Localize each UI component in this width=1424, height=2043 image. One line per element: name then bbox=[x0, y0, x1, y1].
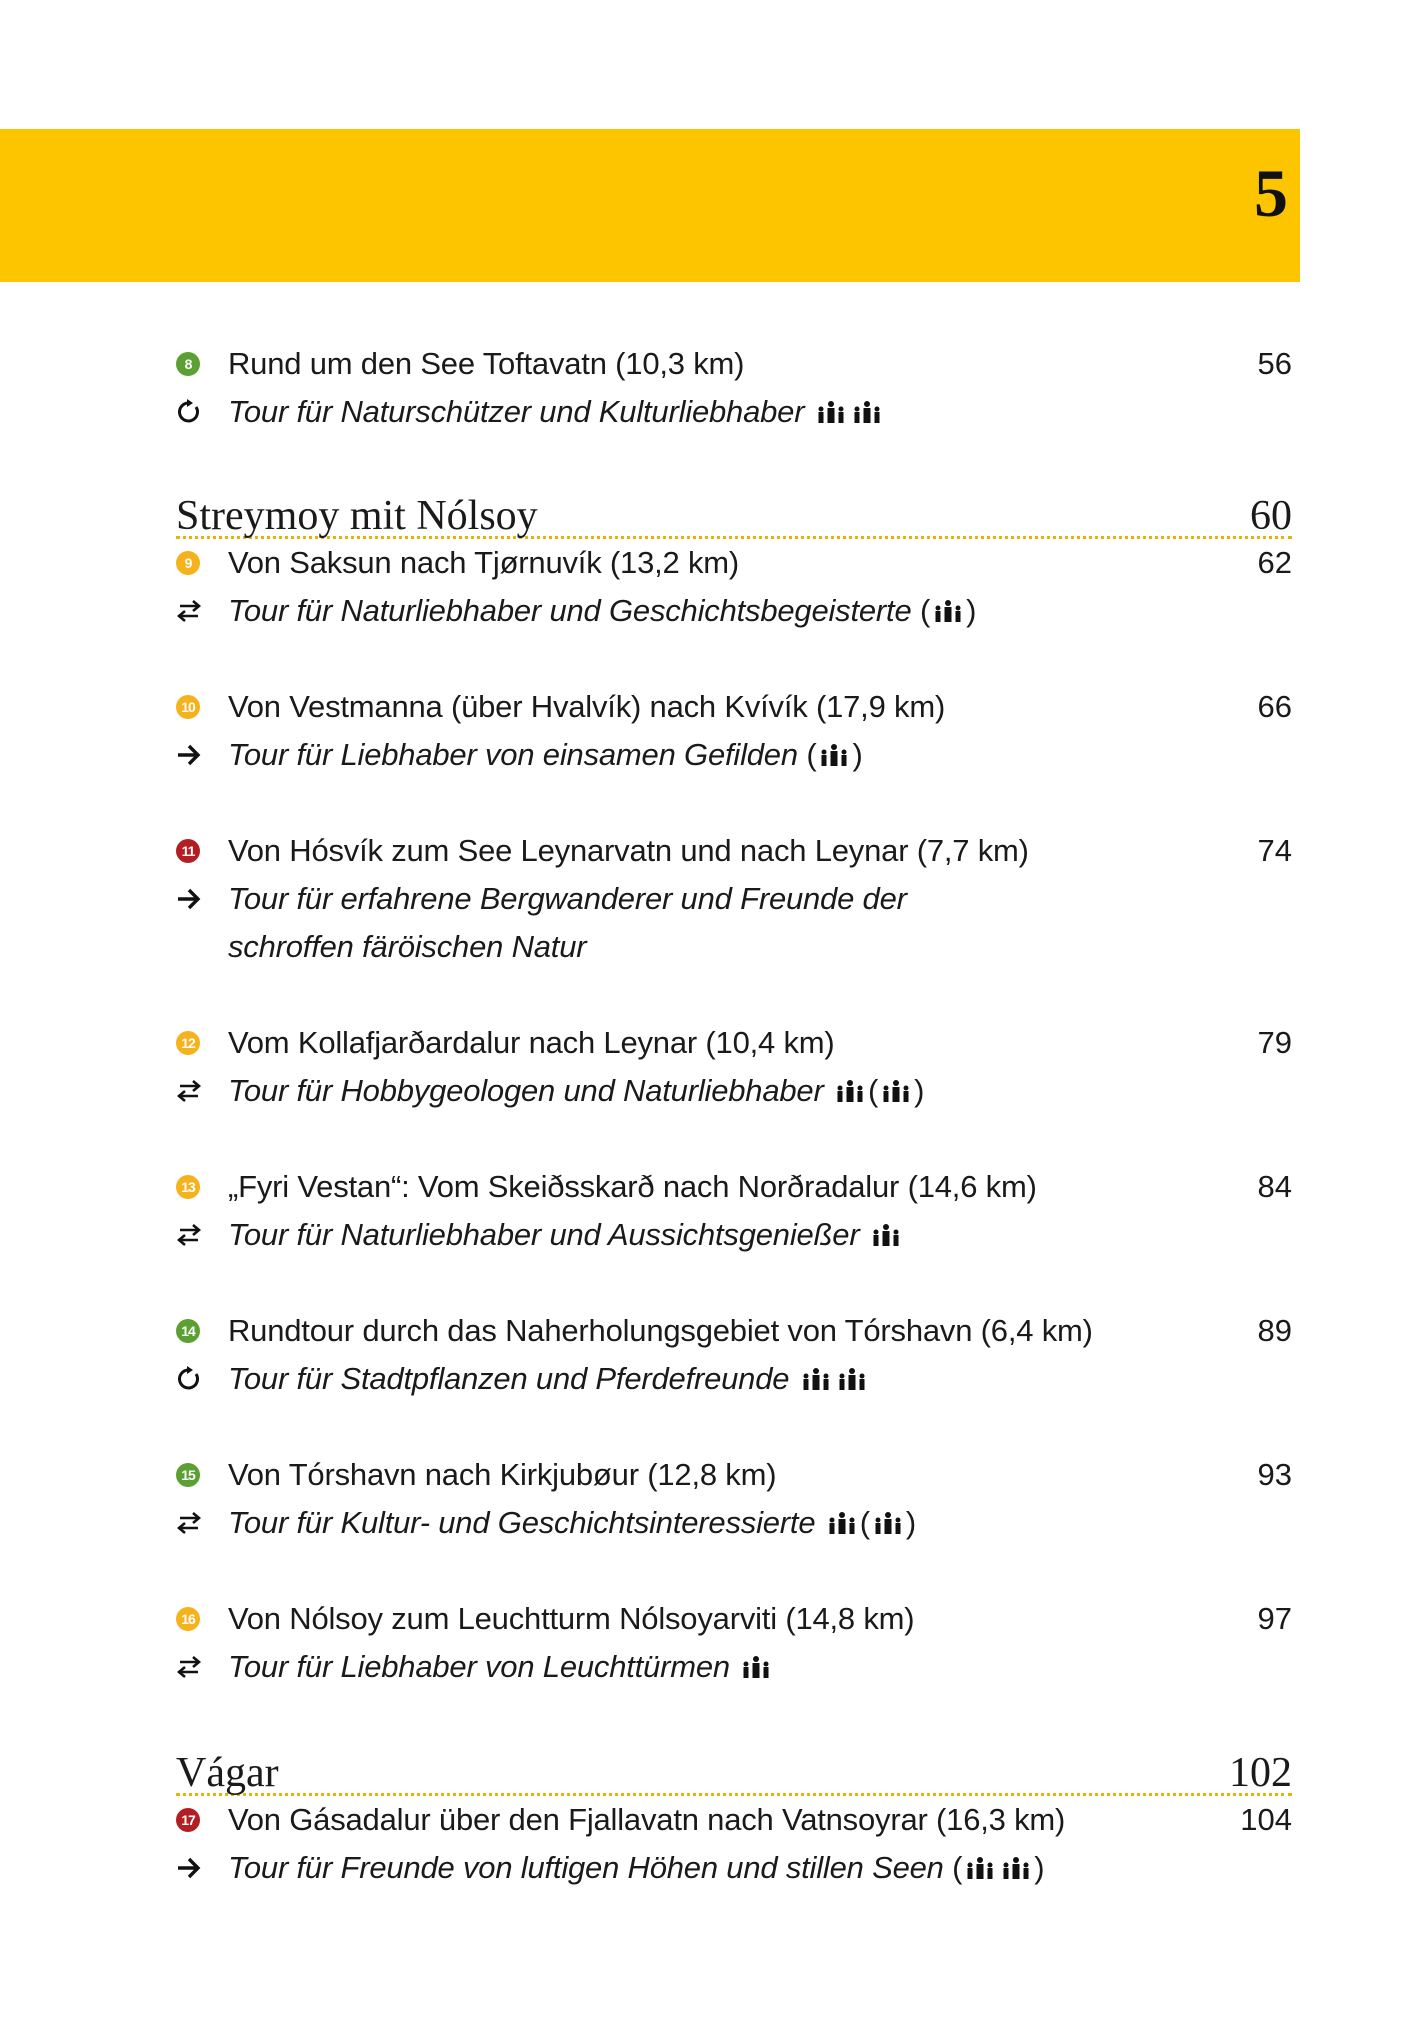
tour-description bbox=[228, 394, 885, 430]
page-reference: 97 bbox=[1257, 1601, 1292, 1636]
toc-entry[interactable] bbox=[176, 1451, 1292, 1547]
paren-close: ) bbox=[905, 1505, 917, 1540]
family-icon bbox=[837, 1367, 867, 1391]
entry-title-line bbox=[176, 1019, 1292, 1067]
toc-entry[interactable] bbox=[176, 1307, 1292, 1403]
toc-entry[interactable] bbox=[176, 340, 1292, 436]
page-reference: 74 bbox=[1257, 833, 1292, 868]
tour-description bbox=[228, 593, 976, 629]
tour-title[interactable]: Rund um den See Toftavatn (10,3 km) bbox=[228, 346, 745, 381]
section-heading[interactable] bbox=[176, 1737, 1292, 1796]
page-reference: 79 bbox=[1257, 1025, 1292, 1060]
family-icon bbox=[1001, 1856, 1031, 1880]
entry-tour-line-cont bbox=[176, 923, 1292, 971]
paren-close: ) bbox=[966, 593, 977, 628]
tour-title[interactable]: „Fyri Vestan“: Vom Skeiðsskarð nach Norðradalur (14,6 km) bbox=[228, 1169, 1037, 1204]
paren-close: ) bbox=[852, 737, 863, 772]
family-icon bbox=[835, 1079, 865, 1103]
tour-description bbox=[228, 1073, 924, 1109]
tour-number-badge: 10 bbox=[176, 695, 200, 719]
tour-description-text: Tour für Liebhaber von Leuchttürmen bbox=[228, 1649, 730, 1684]
page-reference: 93 bbox=[1257, 1457, 1292, 1492]
family-icon bbox=[741, 1655, 771, 1679]
toc-entry[interactable] bbox=[176, 1796, 1292, 1892]
tour-title[interactable]: Von Gásadalur über den Fjallavatn nach Vatnsoyrar (16,3 km) bbox=[228, 1802, 1066, 1837]
section-page-reference: 102 bbox=[1229, 1750, 1292, 1796]
entry-title-line bbox=[176, 340, 1292, 388]
circular-arrow-icon bbox=[176, 399, 202, 425]
page-reference: 84 bbox=[1257, 1169, 1292, 1204]
entry-tour-line bbox=[176, 1499, 1292, 1547]
tour-number-badge: 17 bbox=[176, 1808, 200, 1832]
entry-title-line bbox=[176, 539, 1292, 587]
chapter-header-bar bbox=[0, 129, 1300, 282]
entry-tour-line bbox=[176, 587, 1292, 635]
page-reference: 89 bbox=[1257, 1313, 1292, 1348]
tour-description-text: Tour für Naturliebhaber und Geschichtsbegeisterte bbox=[228, 593, 912, 628]
entry-tour-line bbox=[176, 1211, 1292, 1259]
paren-open: ( bbox=[868, 1073, 879, 1108]
tour-description-text: Tour für Naturliebhaber und Aussichtsgenießer bbox=[228, 1217, 860, 1252]
toc-entry[interactable] bbox=[176, 1163, 1292, 1259]
tour-description bbox=[228, 1850, 1044, 1886]
tour-number-badge: 14 bbox=[176, 1319, 200, 1343]
table-of-contents bbox=[176, 340, 1292, 1940]
entry-tour-line bbox=[176, 1067, 1292, 1115]
toc-entry[interactable] bbox=[176, 683, 1292, 779]
right-arrow-icon bbox=[176, 1855, 202, 1881]
bidirectional-arrows-icon bbox=[176, 598, 202, 624]
paren-close: ) bbox=[1034, 1850, 1045, 1885]
entry-tour-line bbox=[176, 388, 1292, 436]
tour-number-badge: 15 bbox=[176, 1463, 200, 1487]
family-icon bbox=[965, 1856, 995, 1880]
tour-description-text: Tour für Kultur- und Geschichtsinteressierte bbox=[228, 1505, 816, 1540]
tour-description-text: Tour für Naturschützer und Kulturliebhaber bbox=[228, 394, 805, 429]
bidirectional-arrows-icon bbox=[176, 1222, 202, 1248]
tour-description-text: Tour für Freunde von luftigen Höhen und stillen Seen bbox=[228, 1850, 944, 1885]
tour-title[interactable]: Vom Kollafjarðardalur nach Leynar (10,4 km) bbox=[228, 1025, 835, 1060]
page-number: 5 bbox=[1254, 155, 1288, 231]
entry-tour-line bbox=[176, 1355, 1292, 1403]
tour-title[interactable]: Rundtour durch das Naherholungsgebiet von Tórshavn (6,4 km) bbox=[228, 1313, 1093, 1348]
toc-entry[interactable] bbox=[176, 1595, 1292, 1691]
entry-title-line bbox=[176, 1163, 1292, 1211]
family-icon bbox=[933, 599, 963, 623]
tour-number-badge: 13 bbox=[176, 1175, 200, 1199]
tour-number-badge: 11 bbox=[176, 839, 200, 863]
toc-entry[interactable] bbox=[176, 827, 1292, 971]
family-icon bbox=[852, 400, 882, 424]
tour-description-text: Tour für Liebhaber von einsamen Gefilden bbox=[228, 737, 798, 772]
tour-description-text: Tour für Stadtpflanzen und Pferdefreunde bbox=[228, 1361, 790, 1396]
page-reference: 66 bbox=[1257, 689, 1292, 724]
bidirectional-arrows-icon bbox=[176, 1510, 202, 1536]
tour-title[interactable]: Von Saksun nach Tjørnuvík (13,2 km) bbox=[228, 545, 740, 580]
entry-tour-line bbox=[176, 875, 1292, 923]
entry-title-line bbox=[176, 1451, 1292, 1499]
entry-tour-line bbox=[176, 1844, 1292, 1892]
toc-entry[interactable] bbox=[176, 1019, 1292, 1115]
family-icon bbox=[881, 1079, 911, 1103]
paren-open: ( bbox=[806, 737, 817, 772]
tour-description bbox=[228, 1505, 916, 1541]
tour-title[interactable]: Von Tórshavn nach Kirkjubøur (12,8 km) bbox=[228, 1457, 777, 1492]
tour-title[interactable]: Von Vestmanna (über Hvalvík) nach Kvívík (17,9 km) bbox=[228, 689, 946, 724]
entry-title-line bbox=[176, 1595, 1292, 1643]
right-arrow-icon bbox=[176, 886, 202, 912]
tour-description bbox=[228, 1217, 904, 1253]
circular-arrow-icon bbox=[176, 1366, 202, 1392]
entry-title-line bbox=[176, 683, 1292, 731]
family-icon bbox=[827, 1511, 857, 1535]
entry-title-line bbox=[176, 1307, 1292, 1355]
paren-open: ( bbox=[859, 1505, 870, 1540]
right-arrow-icon bbox=[176, 742, 202, 768]
family-icon bbox=[801, 1367, 831, 1391]
family-icon bbox=[816, 400, 846, 424]
section-title: Streymoy mit Nólsoy bbox=[176, 493, 538, 539]
page-reference: 62 bbox=[1257, 545, 1292, 580]
tour-number-badge: 12 bbox=[176, 1031, 200, 1055]
toc-entry[interactable] bbox=[176, 539, 1292, 635]
tour-description bbox=[228, 1649, 774, 1685]
section-heading[interactable] bbox=[176, 480, 1292, 539]
tour-description bbox=[228, 881, 907, 917]
section-title: Vágar bbox=[176, 1750, 279, 1796]
page-reference: 56 bbox=[1257, 346, 1292, 381]
tour-number-badge: 8 bbox=[176, 352, 200, 376]
family-icon bbox=[871, 1223, 901, 1247]
tour-description-text: Tour für erfahrene Bergwanderer und Freunde der bbox=[228, 881, 907, 916]
tour-title[interactable]: Von Nólsoy zum Leuchtturm Nólsoyarviti (14,8 km) bbox=[228, 1601, 915, 1636]
tour-description bbox=[228, 737, 863, 773]
paren-close: ) bbox=[914, 1073, 925, 1108]
entry-tour-line bbox=[176, 1643, 1292, 1691]
bidirectional-arrows-icon bbox=[176, 1654, 202, 1680]
tour-description bbox=[228, 1361, 870, 1397]
paren-open: ( bbox=[919, 593, 931, 628]
paren-open: ( bbox=[952, 1850, 963, 1885]
tour-description-cont: schroffen färöischen Natur bbox=[228, 929, 587, 964]
section-page-reference: 60 bbox=[1250, 493, 1292, 539]
entry-title-line bbox=[176, 1796, 1292, 1844]
tour-description-text: Tour für Hobbygeologen und Naturliebhaber bbox=[228, 1073, 824, 1108]
family-icon bbox=[819, 743, 849, 767]
tour-number-badge: 9 bbox=[176, 551, 200, 575]
tour-title[interactable]: Von Hósvík zum See Leynarvatn und nach Leynar (7,7 km) bbox=[228, 833, 1029, 868]
entry-title-line bbox=[176, 827, 1292, 875]
bidirectional-arrows-icon bbox=[176, 1078, 202, 1104]
entry-tour-line bbox=[176, 731, 1292, 779]
page-reference: 104 bbox=[1240, 1802, 1292, 1837]
tour-number-badge: 16 bbox=[176, 1607, 200, 1631]
family-icon bbox=[873, 1511, 903, 1535]
